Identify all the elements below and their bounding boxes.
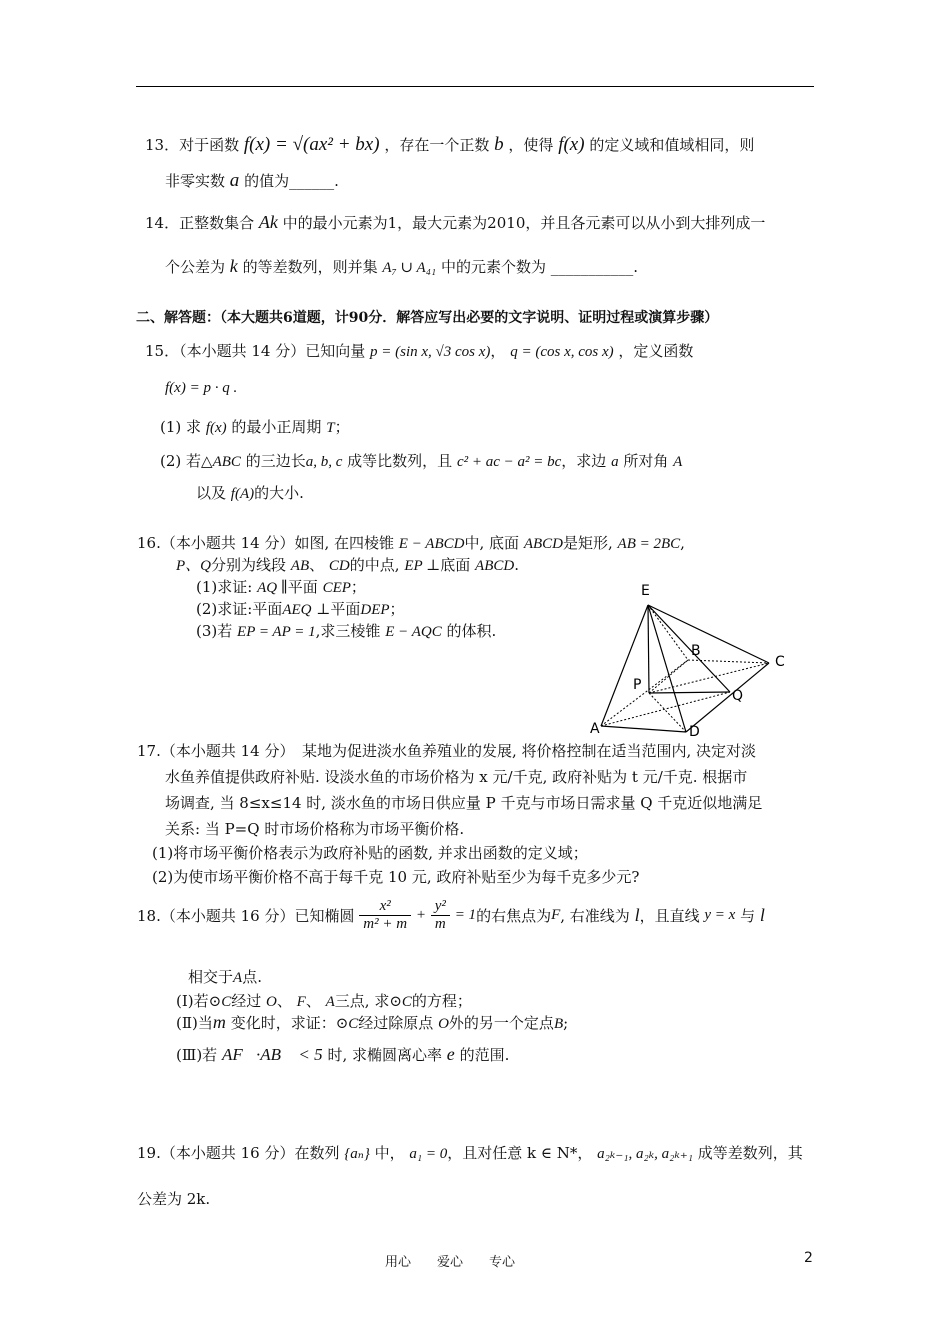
q18-text: ; bbox=[563, 1014, 569, 1032]
q15-text: ； bbox=[334, 418, 350, 436]
q18-text: 的右焦点为 bbox=[476, 907, 552, 925]
label-P: P bbox=[633, 677, 642, 693]
q16-points: P、Q bbox=[176, 558, 211, 574]
q17-line: 关系: 当 P=Q 时市场价格称为市场平衡价格. bbox=[165, 820, 465, 838]
q14-set: Ak bbox=[258, 212, 278, 232]
q13-text: 13．对于函数 bbox=[145, 136, 240, 154]
q16-base: ABCD bbox=[475, 558, 515, 574]
q15-vector-p: p = (sin x, √3 cos x) bbox=[370, 344, 491, 360]
q14-blank: 中的元素个数为 ___________. bbox=[440, 258, 638, 276]
q19-text: ，且对任意 k ∈ N*， bbox=[447, 1144, 593, 1162]
section-note: （本大题共6道题，计90分．解答应写出必要的文字说明、证明过程或演算步骤） bbox=[220, 310, 719, 326]
section-2-header bbox=[136, 307, 718, 327]
q13-text: 非零实数 bbox=[165, 172, 226, 190]
q15-triangle: ABC bbox=[212, 454, 241, 470]
edge-EQ bbox=[648, 605, 730, 692]
q18-equals: = 1 bbox=[454, 907, 477, 923]
q15-text: 的最小正周期 bbox=[231, 418, 322, 436]
q13-blank: 的值为______. bbox=[244, 172, 339, 190]
q18-text: 时, 求椭圆离心率 bbox=[327, 1046, 442, 1064]
q15-T: T bbox=[326, 420, 335, 436]
q18-m: m bbox=[212, 1012, 226, 1032]
q18-O: O bbox=[266, 994, 277, 1010]
q15-text: 所对角 bbox=[623, 452, 669, 470]
q19-terms: a₂ₖ₋₁, a₂ₖ, a₂ₖ₊₁ bbox=[597, 1146, 693, 1162]
q15-sides: a, b, c bbox=[305, 454, 343, 470]
q16-plane: CEP bbox=[322, 580, 351, 596]
q18-plus: + bbox=[415, 907, 426, 923]
q16-text: ⊥平面 bbox=[316, 600, 361, 618]
q17-part1: (1)将市场平衡价格表示为政府补贴的函数, 并求出函数的定义域； bbox=[152, 844, 588, 862]
q16-parallel: AQ ∥ bbox=[257, 580, 288, 596]
q16-text: 底面 bbox=[440, 556, 471, 574]
q13-text: ，使得 bbox=[508, 136, 554, 154]
q18-denominator: m bbox=[434, 916, 446, 932]
q18-text: 与 bbox=[740, 907, 756, 925]
q18-text: 外的另一个定点 bbox=[448, 1014, 554, 1032]
q15-fA: f(A) bbox=[230, 486, 255, 502]
q18-part1: (Ⅰ)若⊙ bbox=[176, 992, 222, 1010]
q15-text: 以及 bbox=[196, 484, 227, 502]
q18-text: 、 bbox=[305, 992, 321, 1010]
q18-text: 点. bbox=[242, 968, 262, 986]
edge-EP bbox=[648, 605, 649, 693]
q15-text: 的大小. bbox=[254, 484, 304, 502]
q16-base: ABCD bbox=[523, 536, 563, 552]
q16-text: 16.（本小题共 14 分）如图, 在四棱锥 bbox=[137, 534, 395, 552]
q16-part3: (3)若 bbox=[196, 622, 233, 640]
q15-sep: ， bbox=[490, 342, 506, 360]
q15-part2: (2) 若△ bbox=[160, 452, 213, 470]
q13-text: ，存在一个正数 bbox=[384, 136, 490, 154]
q18-text: 、 bbox=[276, 992, 292, 1010]
q16-text: ,求三棱锥 bbox=[315, 622, 381, 640]
section-title: 二、解答题： bbox=[136, 310, 220, 326]
q18-C: C bbox=[348, 1016, 359, 1032]
label-Q: Q bbox=[732, 688, 744, 704]
q16-text: 的体积. bbox=[446, 622, 497, 640]
q19-sequence: {aₙ} bbox=[344, 1146, 370, 1162]
q18-e: e bbox=[446, 1044, 455, 1064]
q18-fraction-x bbox=[359, 898, 411, 933]
q16-text: 的中点, bbox=[349, 556, 400, 574]
q18-inequality: AF⃗·AB⃗ < 5 bbox=[221, 1045, 323, 1064]
q18-l: l bbox=[634, 905, 640, 925]
label-D: D bbox=[689, 724, 700, 740]
edge-EB-dashed bbox=[648, 605, 688, 660]
q18-part3: (Ⅲ)若 bbox=[176, 1046, 218, 1064]
q16-seg-cd: CD bbox=[328, 558, 350, 574]
q18-part2: (Ⅱ)当 bbox=[176, 1014, 213, 1032]
q19-text: 中， bbox=[374, 1144, 405, 1162]
q14-text: 的等差数列，则并集 bbox=[242, 258, 378, 276]
q18-text: 经过除原点 bbox=[358, 1014, 434, 1032]
q16-text: 分别为线段 bbox=[211, 556, 287, 574]
edge-PQ bbox=[649, 692, 730, 693]
q16-part1: (1)求证: bbox=[196, 578, 253, 596]
q16-pyramid: E − ABCD bbox=[398, 536, 465, 552]
q13-var: a bbox=[229, 170, 240, 191]
q16-part2: (2)求证:平面 bbox=[196, 600, 283, 618]
q13-var: b bbox=[494, 134, 504, 155]
label-B: B bbox=[691, 643, 701, 659]
edge-AQ-dashed bbox=[601, 692, 730, 726]
q18-C: C bbox=[221, 994, 232, 1010]
q18-F: F bbox=[296, 994, 306, 1010]
q14-var: k bbox=[229, 256, 238, 276]
q18-A: A bbox=[233, 970, 243, 986]
q16-tetrahedron: E − AQC bbox=[385, 624, 442, 640]
q14-union: A₇ ∪ A₄₁ bbox=[382, 260, 437, 276]
q15-text: ，求边 bbox=[561, 452, 607, 470]
q15-fx: f(x) bbox=[205, 420, 227, 436]
q15-text: 成等比数列，且 bbox=[347, 452, 453, 470]
q16-text: 中, 底面 bbox=[464, 534, 520, 552]
header-rule bbox=[136, 86, 814, 87]
edge-AD bbox=[601, 726, 686, 732]
pyramid-figure bbox=[585, 575, 800, 740]
q16-text: 、 bbox=[309, 556, 325, 574]
label-C: C bbox=[775, 654, 785, 670]
q19-line2: 公差为 2k. bbox=[137, 1190, 211, 1208]
q18-text: 相交于 bbox=[188, 968, 234, 986]
q18-text: 18.（本小题共 16 分）已知椭圆 bbox=[137, 907, 355, 925]
q14-text: 中的最小元素为1，最大元素为2010，并且各元素可以从小到大排列成一 bbox=[282, 214, 766, 232]
edge-BC-dashed bbox=[688, 660, 769, 663]
q16-relation: AB = 2BC bbox=[617, 536, 681, 552]
q18-numerator: y² bbox=[431, 898, 450, 916]
page-number: 2 bbox=[804, 1250, 813, 1266]
q18-A: A bbox=[325, 994, 335, 1010]
edge-EC bbox=[648, 605, 769, 663]
q18-text: 三点, 求⊙ bbox=[334, 992, 402, 1010]
label-E: E bbox=[641, 583, 650, 599]
q15-text: ，定义函数 bbox=[618, 342, 694, 360]
q18-text: 的范围. bbox=[459, 1046, 510, 1064]
q16-equation: EP = AP = 1 bbox=[237, 624, 316, 640]
q18-text: 的方程； bbox=[411, 992, 472, 1010]
q18-fraction-y bbox=[431, 898, 450, 933]
label-A: A bbox=[590, 721, 600, 737]
q18-C: C bbox=[401, 994, 412, 1010]
q18-O: O bbox=[438, 1016, 449, 1032]
q19-text: 成等差数列，其 bbox=[697, 1144, 803, 1162]
q15-fdef: f(x) = p · q . bbox=[165, 380, 238, 396]
q18-text: , 右准线为 bbox=[560, 907, 630, 925]
q13-fx: f(x) bbox=[558, 134, 585, 155]
q17-line: 场调查, 当 8≤x≤14 时, 淡水鱼的市场日供应量 P 千克与市场日需求量 Q 千克近似地满足 bbox=[165, 794, 763, 812]
q13-function: f(x) = √(ax² + bx) bbox=[243, 134, 380, 155]
edge-ED bbox=[648, 605, 686, 732]
q18-F: F bbox=[551, 907, 561, 923]
q16-text: 是矩形, bbox=[562, 534, 613, 552]
q14-text: 14．正整数集合 bbox=[145, 214, 255, 232]
q18-text: 变化时，求证：⊙ bbox=[230, 1014, 349, 1032]
q17-line: 水鱼养值提供政府补贴. 设淡水鱼的市场价格为 x 元/千克, 政府补贴为 t 元/千克. 根据市 bbox=[165, 768, 748, 786]
q16-text: 平面 bbox=[287, 578, 318, 596]
q18-denominator: m² + m bbox=[363, 916, 408, 932]
q18-numerator: x² bbox=[359, 898, 411, 916]
q15-text: 的三边长 bbox=[245, 452, 306, 470]
q18-B: B bbox=[553, 1016, 564, 1032]
q19-text: 19.（本小题共 16 分）在数列 bbox=[137, 1144, 340, 1162]
footer-motto: 用心 爱心 专心 bbox=[385, 1255, 516, 1270]
q15-equation: c² + ac − a² = bc bbox=[456, 454, 562, 470]
q14-text: 个公差为 bbox=[165, 258, 226, 276]
q18-text: ，且直线 bbox=[639, 907, 700, 925]
q16-text: . bbox=[514, 556, 519, 574]
q15-vector-q: q = (cos x, cos x) bbox=[510, 344, 614, 360]
q18-line-yx: y = x bbox=[704, 907, 736, 923]
q13-text: 的定义域和值域相同，则 bbox=[589, 136, 755, 154]
q15-text: 15．（本小题共 14 分）已知向量 bbox=[145, 342, 366, 360]
q18-l: l bbox=[759, 905, 765, 925]
q15-part1: (1) 求 bbox=[160, 418, 202, 436]
q18-text: 经过 bbox=[231, 992, 262, 1010]
q15-var-a: a bbox=[611, 454, 619, 470]
q16-text: ； bbox=[350, 578, 366, 596]
q16-plane: DEP bbox=[360, 602, 390, 618]
q16-seg-ab: AB bbox=[290, 558, 310, 574]
q19-a1: a₁ = 0 bbox=[409, 1146, 448, 1162]
q17-line: 17.（本小题共 14 分） 某地为促进淡水鱼养殖业的发展, 将价格控制在适当范围内, 决定对淡 bbox=[137, 742, 757, 760]
q16-text: ； bbox=[389, 600, 405, 618]
q17-part2: (2)为使市场平衡价格不高于每千克 10 元, 政府补贴至少为每千克多少元? bbox=[152, 868, 640, 886]
q16-plane: AEQ bbox=[282, 602, 312, 618]
q16-text: , bbox=[680, 534, 685, 552]
q16-perp: EP ⊥ bbox=[404, 558, 441, 574]
q15-angle-A: A bbox=[673, 454, 683, 470]
